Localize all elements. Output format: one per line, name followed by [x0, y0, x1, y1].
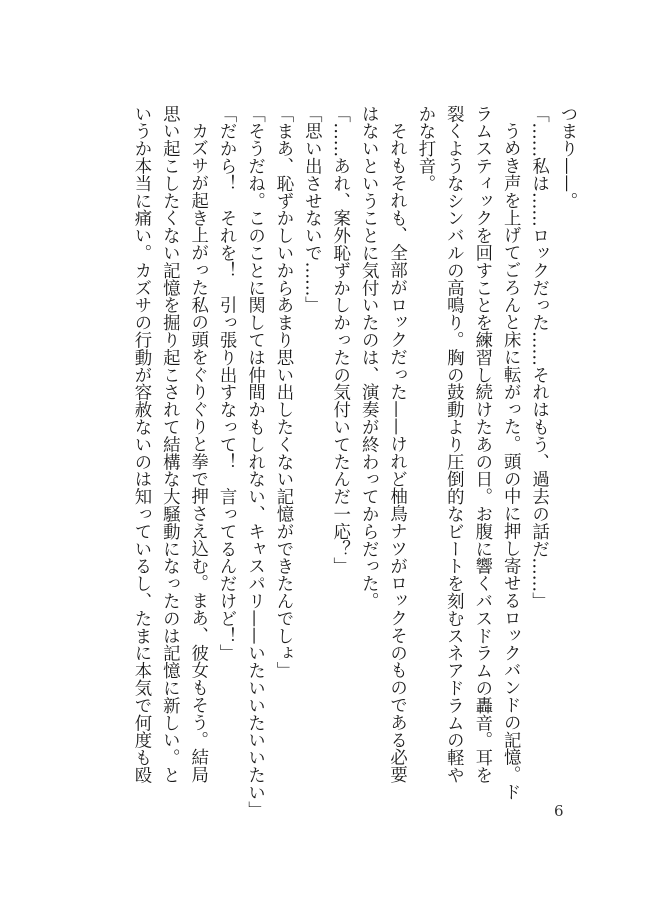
- text-line-11: 「まあ、恥ずかしいからあまり思い出したくない記憶ができたんでしょ」: [272, 105, 293, 680]
- text-line-1: つまり——。: [557, 105, 577, 210]
- body-text: [127, 105, 582, 819]
- text-line-2: 「……私は……ロックだった……それはもう、過去の話だ……」: [528, 105, 549, 610]
- text-line-5: 裂くようなシンバルの高鳴り。胸の鼓動より圧倒的なビートを刻むスネアドラムの軽や: [443, 105, 464, 784]
- text-line-8: はないということに気付いたのは、演奏が終わってからだった。: [358, 105, 379, 610]
- text-line-13: 「だから！ それを！ 引っ張り出すなって！ 言ってるんだけど！」: [216, 105, 237, 662]
- page-number: 6: [554, 802, 564, 820]
- text-line-9: 「……あれ、案外恥ずかしかったの気付いてたんだ一応？」: [329, 105, 350, 575]
- text-line-7: それもそれも、全部がロックだった——けれど柚鳥ナツがロックそのものである必要: [386, 122, 407, 784]
- text-line-14: カズサが起き上がった私の頭をぐりぐりと拳で押さえ込む。まあ、彼女もそう。結局: [187, 122, 208, 784]
- text-line-16: いうか本当に痛い。カズサの行動が容赦ないのは知っているし、たまに本気で何度も殴: [130, 105, 151, 784]
- text-line-10: 「思い出させないで……」: [301, 105, 322, 314]
- text-line-4: ラムスティックを回すことを練習し続けたあの日。お腹に響くバスドラムの轟音。耳を: [471, 105, 492, 784]
- text-line-6: かな打音。: [414, 105, 435, 192]
- text-line-15: 思い起こしたくない記憶を掘り起こされて結構な大騒動になったのは記憶に新しい。と: [159, 105, 180, 784]
- text-line-3: うめき声を上げてごろんと床に転がった。頭の中に押し寄せるロックバンドの記憶。ド: [500, 122, 521, 801]
- text-line-12: 「そうだね。このことに関しては仲間かもしれない、キャスパリ——いたいいたいいたい」: [244, 105, 265, 819]
